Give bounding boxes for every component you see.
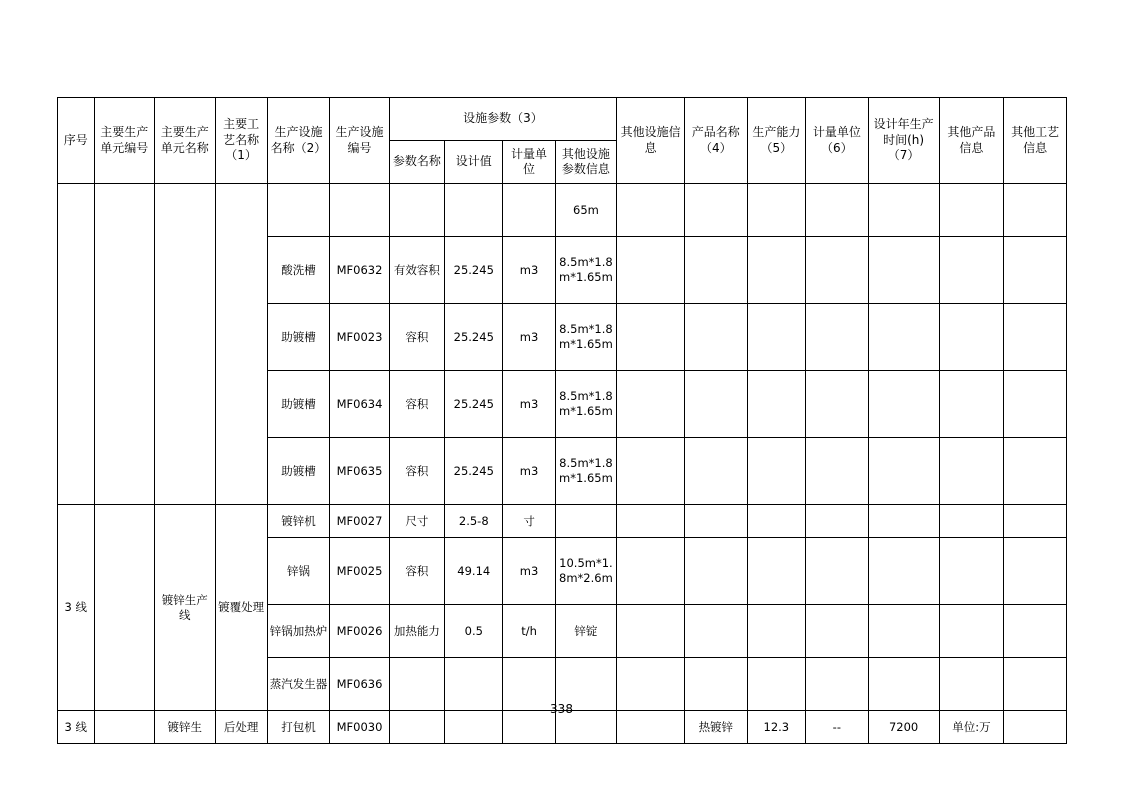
cell-other-product-info	[939, 371, 1004, 438]
cell-capacity	[747, 184, 805, 237]
cell-process-name: 后处理	[215, 711, 267, 744]
cell-other-process-info	[1004, 371, 1067, 438]
cell-other-process-info	[1004, 237, 1067, 304]
cell-product-name	[685, 438, 748, 505]
header-design-value: 设计值	[445, 141, 503, 184]
cell-other-facility-info	[617, 605, 685, 658]
cell-unit-code	[94, 184, 155, 505]
cell-capacity-unit	[806, 304, 869, 371]
header-unit-name: 主要生产单元名称	[155, 98, 216, 184]
cell-capacity-unit	[806, 371, 869, 438]
cell-other-facility-info	[617, 438, 685, 505]
cell-unit-code	[94, 505, 155, 711]
header-other-facility-param-info: 其他设施参数信息	[555, 141, 617, 184]
cell-other-process-info	[1004, 505, 1067, 538]
cell-other-product-info: 单位:万	[939, 711, 1004, 744]
cell-other-process-info	[1004, 605, 1067, 658]
cell-measure-unit: m3	[503, 438, 555, 505]
cell-capacity-unit	[806, 237, 869, 304]
cell-facility-code	[330, 184, 389, 237]
cell-capacity-unit: --	[806, 711, 869, 744]
cell-param-name: 容积	[389, 371, 444, 438]
cell-capacity-unit	[806, 505, 869, 538]
cell-capacity	[747, 304, 805, 371]
cell-product-name	[685, 237, 748, 304]
cell-facility-code: MF0027	[330, 505, 389, 538]
cell-annual-hours	[868, 304, 939, 371]
cell-capacity	[747, 237, 805, 304]
cell-other-facility-param-info: 65m	[555, 184, 617, 237]
cell-measure-unit: 寸	[503, 505, 555, 538]
cell-unit-name	[155, 184, 216, 505]
cell-facility-code: MF0025	[330, 538, 389, 605]
cell-measure-unit	[503, 184, 555, 237]
cell-facility-name: 锌锅加热炉	[267, 605, 330, 658]
cell-param-name: 容积	[389, 304, 444, 371]
cell-other-facility-info	[617, 505, 685, 538]
cell-annual-hours	[868, 438, 939, 505]
cell-other-process-info	[1004, 438, 1067, 505]
cell-other-facility-param-info: 8.5m*1.8m*1.65m	[555, 237, 617, 304]
header-facility-name: 生产设施名称（2）	[267, 98, 330, 184]
cell-seq	[58, 184, 95, 505]
cell-product-name	[685, 371, 748, 438]
cell-measure-unit: t/h	[503, 605, 555, 658]
cell-facility-name: 锌锅	[267, 538, 330, 605]
header-process-name: 主要工艺名称（1）	[215, 98, 267, 184]
cell-other-product-info	[939, 438, 1004, 505]
table-row	[58, 505, 1067, 538]
cell-design-value: 25.245	[445, 438, 503, 505]
cell-design-value: 2.5-8	[445, 505, 503, 538]
cell-product-name	[685, 304, 748, 371]
cell-other-facility-info	[617, 371, 685, 438]
cell-design-value: 25.245	[445, 304, 503, 371]
cell-capacity	[747, 371, 805, 438]
cell-design-value	[445, 184, 503, 237]
cell-process-name	[215, 184, 267, 505]
cell-facility-name	[267, 184, 330, 237]
header-param-name: 参数名称	[389, 141, 444, 184]
cell-facility-name: 助镀槽	[267, 371, 330, 438]
cell-product-name	[685, 605, 748, 658]
table-body	[58, 184, 1067, 744]
header-capacity-unit: 计量单位（6）	[806, 98, 869, 184]
cell-annual-hours	[868, 538, 939, 605]
cell-other-product-info	[939, 505, 1004, 538]
cell-measure-unit: m3	[503, 237, 555, 304]
cell-design-value: 25.245	[445, 371, 503, 438]
cell-annual-hours	[868, 505, 939, 538]
cell-design-value: 49.14	[445, 538, 503, 605]
cell-design-value: 0.5	[445, 605, 503, 658]
cell-capacity-unit	[806, 538, 869, 605]
cell-design-value: 25.245	[445, 237, 503, 304]
cell-facility-name: 打包机	[267, 711, 330, 744]
cell-facility-name: 助镀槽	[267, 304, 330, 371]
cell-other-facility-param-info: 10.5m*1.8m*2.6m	[555, 538, 617, 605]
header-row-1	[58, 98, 1067, 141]
cell-other-process-info	[1004, 538, 1067, 605]
cell-product-name	[685, 505, 748, 538]
cell-facility-code: MF0030	[330, 711, 389, 744]
header-annual-hours: 设计年生产时间(h)（7）	[868, 98, 939, 184]
cell-other-facility-param-info	[555, 505, 617, 538]
cell-facility-code: MF0634	[330, 371, 389, 438]
cell-capacity-unit	[806, 605, 869, 658]
cell-other-facility-info	[617, 538, 685, 605]
cell-capacity-unit	[806, 438, 869, 505]
cell-capacity	[747, 605, 805, 658]
cell-other-product-info	[939, 237, 1004, 304]
cell-measure-unit: m3	[503, 371, 555, 438]
cell-annual-hours	[868, 237, 939, 304]
cell-process-name: 镀覆处理	[215, 505, 267, 711]
facility-parameters-table	[57, 97, 1067, 744]
cell-facility-name: 蒸汽发生器	[267, 658, 330, 711]
cell-product-name: 热镀锌	[685, 711, 748, 744]
cell-other-facility-param-info: 8.5m*1.8m*1.65m	[555, 304, 617, 371]
cell-measure-unit: m3	[503, 538, 555, 605]
cell-param-name: 容积	[389, 438, 444, 505]
cell-annual-hours: 7200	[868, 711, 939, 744]
cell-param-name: 容积	[389, 538, 444, 605]
cell-capacity	[747, 438, 805, 505]
cell-facility-name: 镀锌机	[267, 505, 330, 538]
cell-other-facility-info	[617, 184, 685, 237]
table-header	[58, 98, 1067, 184]
cell-seq: 3 线	[58, 505, 95, 711]
header-other-product-info: 其他产品信息	[939, 98, 1004, 184]
header-product-name: 产品名称（4）	[685, 98, 748, 184]
cell-product-name	[685, 184, 748, 237]
header-other-process-info: 其他工艺信息	[1004, 98, 1067, 184]
cell-facility-name: 酸洗槽	[267, 237, 330, 304]
header-seq: 序号	[58, 98, 95, 184]
cell-other-facility-param-info: 8.5m*1.8m*1.65m	[555, 371, 617, 438]
cell-facility-code: MF0026	[330, 605, 389, 658]
cell-param-name	[389, 184, 444, 237]
cell-other-product-info	[939, 538, 1004, 605]
cell-other-facility-param-info: 8.5m*1.8m*1.65m	[555, 438, 617, 505]
cell-annual-hours	[868, 184, 939, 237]
cell-param-name: 加热能力	[389, 605, 444, 658]
cell-other-process-info	[1004, 184, 1067, 237]
cell-unit-name: 镀锌生产线	[155, 505, 216, 711]
cell-param-name: 尺寸	[389, 505, 444, 538]
cell-other-facility-info	[617, 304, 685, 371]
table-row	[58, 184, 1067, 237]
cell-facility-code: MF0632	[330, 237, 389, 304]
cell-facility-name: 助镀槽	[267, 438, 330, 505]
cell-annual-hours	[868, 605, 939, 658]
cell-other-facility-param-info: 锌锭	[555, 605, 617, 658]
facility-parameters-table-container	[57, 97, 1067, 744]
header-facility-code: 生产设施编号	[330, 98, 389, 184]
cell-capacity	[747, 538, 805, 605]
cell-param-name: 有效容积	[389, 237, 444, 304]
page-number: 338	[550, 702, 573, 716]
cell-facility-code: MF0023	[330, 304, 389, 371]
cell-other-product-info	[939, 184, 1004, 237]
header-facility-params-group: 设施参数（3）	[389, 98, 616, 141]
header-capacity: 生产能力（5）	[747, 98, 805, 184]
cell-capacity-unit	[806, 184, 869, 237]
cell-facility-code: MF0635	[330, 438, 389, 505]
cell-product-name	[685, 538, 748, 605]
cell-capacity	[747, 505, 805, 538]
cell-capacity: 12.3	[747, 711, 805, 744]
cell-unit-name: 镀锌生	[155, 711, 216, 744]
header-unit-code: 主要生产单元编号	[94, 98, 155, 184]
header-other-facility-info: 其他设施信息	[617, 98, 685, 184]
cell-measure-unit: m3	[503, 304, 555, 371]
header-measure-unit: 计量单位	[503, 141, 555, 184]
cell-other-product-info	[939, 605, 1004, 658]
cell-seq: 3 线	[58, 711, 95, 744]
cell-other-process-info	[1004, 304, 1067, 371]
cell-other-product-info	[939, 304, 1004, 371]
cell-annual-hours	[868, 371, 939, 438]
cell-other-facility-info	[617, 237, 685, 304]
cell-facility-code: MF0636	[330, 658, 389, 711]
